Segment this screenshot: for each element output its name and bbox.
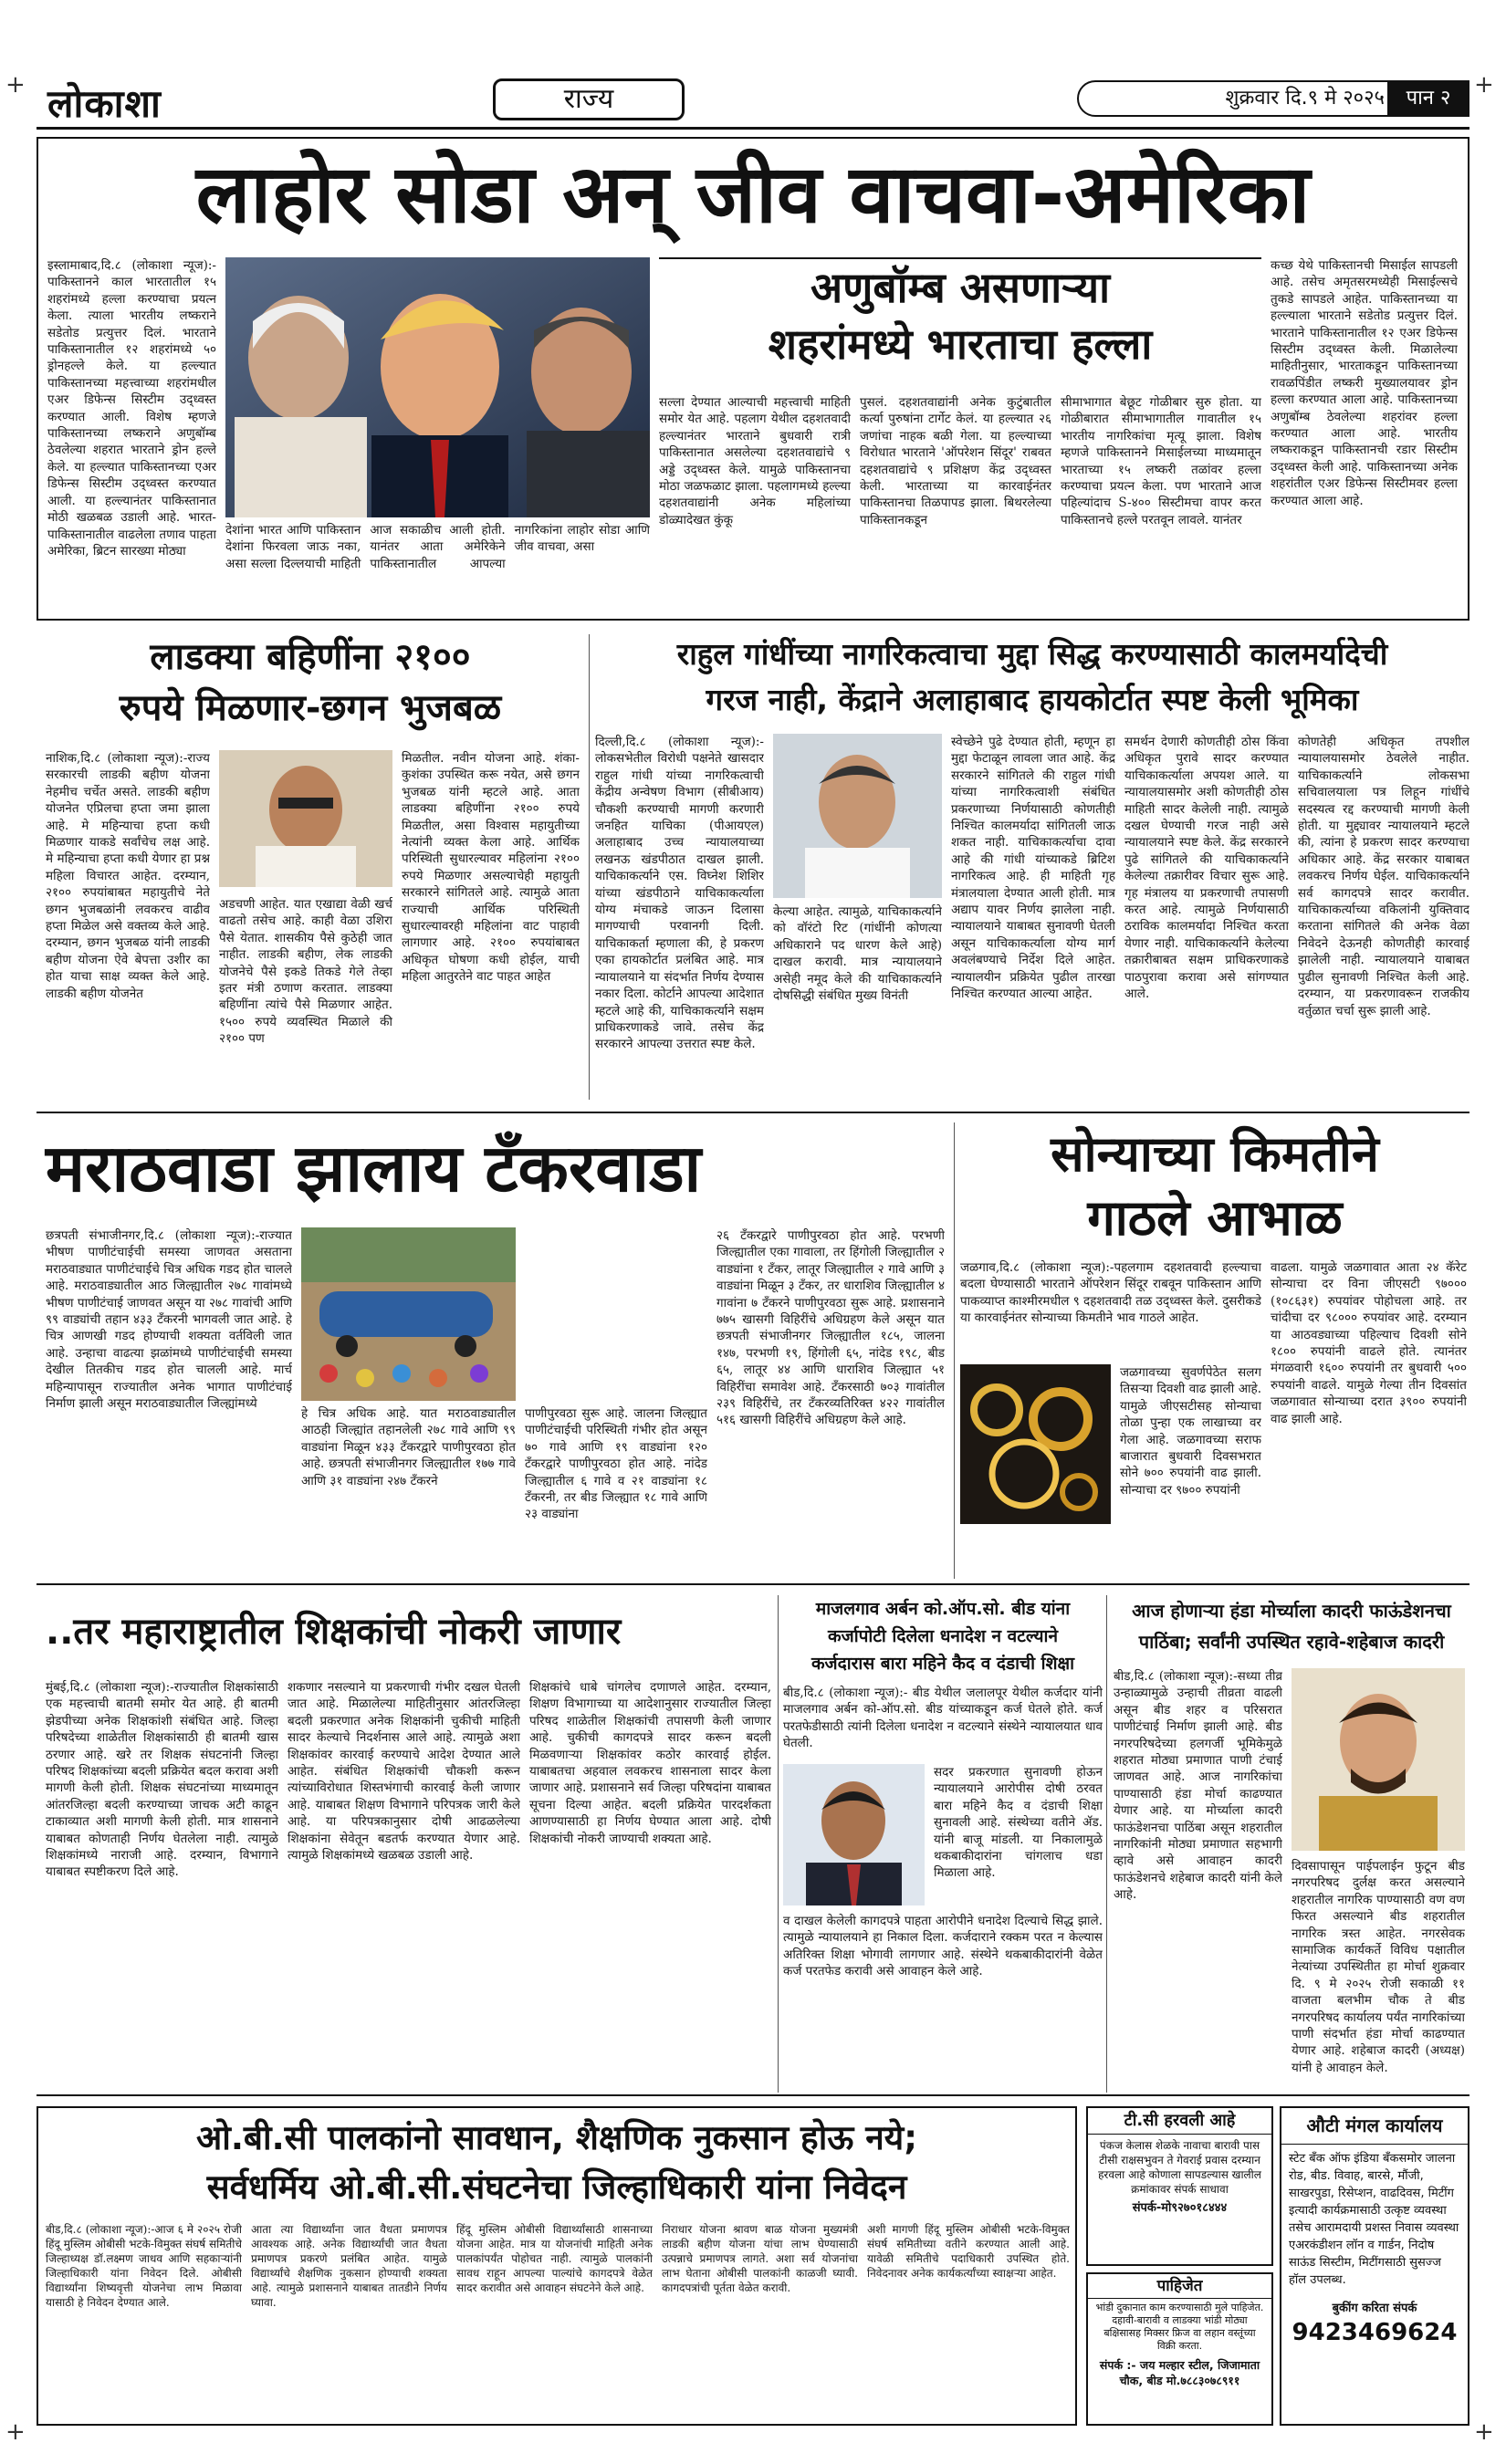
story-bank-col: सदर प्रकरणात सुनावणी होऊन न्यायालयाने आरोपीस दोषी ठरवत बारा महिने कैद व दंडाची शिक्षा सुनावली आहे. संस्थेच्या वतीने ॲड. यांनी बाजू मांडली. या निकालामुळे थकबाकीदारांना चांगलाच धडा मिळाला आहे. [934,1765,1103,1881]
registration-mark: + [1474,2418,1494,2446]
story-bank-headline-3: कर्जदारास बारा महिने कैद व दंडाची शिक्षा [811,1654,1075,1674]
divider [1106,1595,1107,2093]
ad-tc-lost [1086,2106,1273,2266]
rahul-gandhi-photo-svg [773,734,942,898]
leaders-photo [225,257,650,517]
story-obc-headline-1: ओ.बी.सी पालकांनो सावधान, शैक्षणिक नुकसान होऊ नये; [195,2118,918,2157]
story-teachers-headline: ..तर महाराष्ट्रातील शिक्षकांची नोकरी जाणार [46,1611,622,1653]
story-pakistan-subhead-block [659,257,1261,381]
story-marathwada-col: छत्रपती संभाजीनगर,दि.८ (लोकाशा न्यूज):-राज्यात भीषण पाणीटंचाईची समस्या जाणवत असताना मराठवाड्यात पाणीटंचाईचे चित्र अधिक गडद होत चालले आहे. मराठवाड्यातील आठ जिल्ह्यातील २७८ गावांमध्ये भीषण पाणीटंचाई जाणवत असून या २७८ गावांची आणि ९९ वाड्यांची तहान ४३३ टँकरनी भागवली जात आहे. हे चित्र आणखी गडद होण्याची शक्यता वर्तविली जात आहे. उन्हाचा वाढत्या झळांमध्ये पाणीटंचाईची समस्या देखील तितकीच गडद होत चालली आहे. मार्च महिन्यापासून राज्यातील अनेक भागात पाणीटंचाई निर्माण झाली असून मराठवाड्यातील जिल्ह्यांमध्ये [46,1228,292,1412]
ad-tc-body: पंकज केलास शेळके नावाचा बारावी पास टीसी राक्षसभुवन ते गेवराई प्रवास दरम्यान हरवला आहे कोणाला सापडल्यास खालील क्रमांकावर संपर्क साधावा [1098,2139,1261,2196]
story-rahul-headline-1: राहुल गांधींच्या नागरिकत्वाचा मुद्दा सिद्ध करण्यासाठी कालमर्यादेची [676,636,1388,672]
story-teachers [37,1595,776,2106]
story-ladki-headline-1: लाडक्या बहिणींना २१०० [150,636,471,678]
story-rahul-col: समर्थन देणारी कोणतीही ठोस किंवा अधिकृत पुरावे सादर करण्यात याचिकाकर्त्याला अपयश आले. या न्यायालयासमोर अशी कोणतीही ठोस माहिती सादर केलेली नाही. त्यामुळे दखल घेण्याची गरज नाही असे न्यायालयाने स्पष्ट केले. केंद्र सरकारने पुढे सांगितले की याचिकाकर्त्याने केलेल्या तक्रारीवर विचार सुरू आहे. गृह मंत्रालय या प्रकरणाची तपासणी करत आहे. त्यामुळे निर्णयासाठी ठराविक कालमर्यादा निश्चित करता येणार नाही. याचिकाकर्त्याने केलेल्या तक्रारीबाबत सक्षम प्राधिकरणाकडे पाठपुरावा करावा असे सांगण्यात आले. [1124,735,1289,1002]
story-pakistan-col: सीमाभागात बेछूट गोळीबार सुरु होता. या गोळीबारात सीमाभागातील गावातील १५ भारतीय नागरिकांचा मृत्यू झाला. विशेष म्हणजे पाकिस्तानने मिसाईलच्या माध्यमातून भारताच्या १५ लष्करी तळांवर हल्ला करण्याचा प्रयत्न केला. पण भारताने आज पहिल्यांदाच S-४०० सिस्टीमचा वापर करत पाकिस्तानचे हल्ले परतवून लावले. यानंतर [1061,395,1261,527]
lawyer-photo-svg [783,1764,925,1905]
story-gold-headline-2: गाठले आभाळ [1087,1189,1343,1247]
story-bank-headline-1: माजलगाव अर्बन को.ऑप.सो. बीड यांना [815,1599,1071,1619]
story-gold-price [960,1122,1469,1597]
shehbaz-qadri-photo [1292,1668,1465,1851]
story-pakistan-col: कच्छ येथे पाकिस्तानची मिसाईल सापडली आहे. तसेच अमृतसरमध्येही मिसाईल्सचे तुकडे सापडले आहेत. पाकिस्तानच्या या हल्ल्याला भारताने सडेतोड प्रत्युत्तर दिलं. भारताने पाकिस्तानातील १२ एअर डिफेन्स सिस्टीम उद्ध्वस्त केली. मिळालेल्या माहितीनुसार, भारताकडून पाकिस्तानच्या रावळपिंडीत लष्करी मुख्यालयावर ड्रोन हल्ला करण्यात आला आहे. पाकिस्तानच्या अणुबॉम्ब ठेवलेल्या शहरांवर हल्ला करण्यात आला आहे. भारतीय लष्कराकडून पाकिस्तानची रडार सिस्टीम उद्ध्वस्त केली आहे. पाकिस्तानच्या अनेक शहरांतील एअर डिफेन्स सिस्टीमवर हल्ला करण्यात आला आहे. [1271,258,1458,508]
newspaper-page [37,73,1469,2427]
leaders-photo-caption: देशांना भारत आणि पाकिस्तान देशांना फिरवला जाऊ नका, असा सल्ला दिल्लयाची माहिती आज सकाळीच आली होती. यानंतर आता अमेरिकेने पाकिस्तानातील आपल्या नागरिकांना लाहोर सोडा आणि जीव वाचवा, असा [225,523,650,571]
story-gold-col: जळगावच्या सुवर्णपेठेत सलग तिसऱ्या दिवशी वाढ झाली आहे. यामुळे जीएसटीसह सोन्याचा तोळा पुन्हा एक लाखाच्या वर गेला आहे. जळगावच्या सराफ बाजारात बुधवारी दिवसभरात सोने ७०० रुपयांनी वाढ झाली. सोन्याचा दर ९७०० रुपयांनी [1120,1365,1261,1498]
story-gold-headline-1: सोन्याच्या किमतीने [1051,1125,1379,1183]
story-pakistan-col: सल्ला देण्यात आल्याची महत्त्वाची माहिती समोर येत आहे. पहलाग येथील दहशतवादी हल्ल्यानंतर भारताने बुधवारी रात्री पाकिस्तानात असलेल्या दहशतवाद्यांचे ९ अड्डे उद्ध्वस्त केले. यामुळे पाकिस्तानचा मोठा जळफळाट झाला. पहलागमध्ये हल्ल्या दहशतवाद्यांनी अनेक महिलांच्या डोळ्यादेखत कुंकू [659,395,851,527]
divider [954,1122,955,1579]
ad-auti-phone: 9423469624 [1292,2319,1458,2346]
ad-auti-phone-label: बुकींग करिता संपर्क [1332,2302,1417,2315]
story-marathwada-headline: मराठवाडा झालाय टँकरवाडा [46,1130,702,1206]
story-bank-cheque [783,1595,1103,2106]
story-pakistan-box [37,137,1469,621]
tanker-photo-caption: हे चित्र अधिक आहे. यात मराठवाड्यातील आठही जिल्ह्यांत तहानलेली २७८ गावे आणि ९९ वाड्यांना मिळून ४३३ टँकरद्वारे पाणीपुरवठा होत आहे. छत्रपती संभाजीनगर जिल्ह्यातील १७७ गावे आणि ३१ वाड्यांना २४७ टँकरने [301,1406,516,1488]
registration-mark: + [5,2418,26,2446]
story-teachers-col: शिक्षकांचे धाबे चांगलेच दणाणले आहेत. दरम्यान, शिक्षण विभागाच्या या आदेशानुसार राज्यातील जिल्हा परिषद शाळेतील शिक्षकांची तपासणी केली जाणार आहे. चुकीची कागदपत्रे सादर करून बदली मिळवणाऱ्या शिक्षकांवर कठोर कारवाई होईल. याबाबतचा अहवाल लवकरच शासनाला सादर केला जाणार आहे. प्रशासनाने सर्व जिल्हा परिषदांना याबाबत सूचना दिल्या आहेत. बदली प्रक्रियेत पारदर्शकता आणण्यासाठी हा निर्णय घेण्यात आला आहे. दोषी शिक्षकांची नोकरी जाण्याची शक्यता आहे. [529,1680,771,1846]
ad-auti-title: औटी मंगल कार्यालय [1281,2108,1468,2145]
water-tanker-photo [301,1227,516,1401]
story-obc-col: बीड,दि.८ (लोकाशा न्यूज):-आज ६ मे २०२५ रोजी हिंदू मुस्लिम ओबीसी भटके-विमुक्त संघर्ष समितीचे जिल्हाध्यक्ष डॉ.लक्ष्मण जाधव आणि सहकाऱ्यांनी जिल्हाधिकारी यांना निवेदन दिले. ओबीसी विद्यार्थ्यांना शिष्यवृत्ती योजनेचा लाभ मिळावा यासाठी हे निवेदन देण्यात आले. [46,2223,242,2309]
story-obc-col: अशी मागणी हिंदू मुस्लिम ओबीसी भटके-विमुक्त संघर्ष समितीच्या वतीने करण्यात आली आहे. यावेळी समितीचे पदाधिकारी उपस्थित होते. निवेदनावर अनेक कार्यकर्त्यांच्या स्वाक्षऱ्या आहेत. [867,2223,1070,2280]
story-teachers-col: मुंबई,दि.८ (लोकाशा न्यूज):-राज्यातील शिक्षकांसाठी एक महत्त्वाची बातमी समोर येत आहे. ही बातमी झेडपीच्या अनेक शिक्षकांशी संबंधित आहे. जिल्हा परिषदेच्या शाळेतील शिक्षकांसाठी ही बातमी खास ठरणार आहे. खरे तर शिक्षक संघटनांनी जिल्हा परिषद शिक्षकांच्या बदली प्रक्रियेत बदल करावा अशी मागणी केली होती. शिक्षक संघटनांच्या माध्यमातून आंतरजिल्हा बदली करण्याच्या जाचक अटी काढून टाकाव्यात अशी मागणी केली होती. मात्र शासनाने याबाबत कोणताही निर्णय घेतलेला नाही. त्यामुळे शिक्षकांमध्ये नाराजी आहे. दरम्यान, विभागाने याबाबत स्पष्टीकरण दिले आहे. [46,1680,278,1880]
ad-wanted-body: भांडी दुकानात काम करण्यासाठी मुले पाहिजेत. दहावी-बारावी व लाडक्या भांडी मोठ्या बक्षिसासह मिक्सर फ्रिज वा लहान वस्तूंच्या विक्री करता. [1095,2302,1264,2352]
story-gold-col: जळगाव,दि.८ (लोकाशा न्यूज):-पहलगाम दहशतवादी हल्ल्याचा बदला घेण्यासाठी भारताने ऑपरेशन सिंदूर राबवून पाकिस्तान आणि पाकव्याप्त काश्मीरमधील ९ दहशतवादी तळ उद्ध्वस्त केले. दुसरीकडे या कारवाईनंतर सोन्याच्या किमतीने भाव गाठले आहेत. [960,1260,1261,1326]
story-pakistan-col: पुसलं. दहशतवाद्यांनी अनेक कुटुंबातील कर्त्या पुरुषांना टार्गेट केलं. या हल्ल्यात २६ जणांचा नाहक बळी गेला. या हल्ल्याच्या विरोधात भारताने 'ऑपरेशन सिंदूर' राबवत दहशतवाद्यांचे ९ प्रशिक्षण केंद्र उद्ध्वस्त केली. भारताच्या या कारवाईनंतर पाकिस्तानचा तिळपापड झाला. बिथरलेल्या पाकिस्तानकडून [860,395,1051,527]
page-number: पान २ [1387,80,1469,117]
story-ladki-col: मिळतील. नवीन योजना आहे. शंका-कुशंका उपस्थित करू नयेत, असे छगन भुजबळ यांनी म्हटले आहे. आता लाडक्या बहिणींना २१०० रुपये मिळतील, असा विश्वास महायुतीच्या नेत्यांनी व्यक्त केला आहे. आर्थिक परिस्थिती सुधारल्यावर महिलांना २१०० रुपये मिळणार असल्याचेही महायुती सरकारने सांगितले आहे. त्यामुळे आता राज्याची आर्थिक परिस्थिती सुधारल्यावरही महिलांना वाट पाहावी लागणार आहे. २१०० रुपयांबाबत अधिकृत घोषणा कधी होईल, याची महिला आतुरतेने वाट पाहत आहेत [402,751,580,985]
ad-auti-body: स्टेट बँक ऑफ इंडिया बँकसमोर जालना रोड, बीड. विवाह, बारसे, मौंजी, साखरपुडा, रिसेप्शन, वाढदिवस, मिटींग इत्यादी कार्यक्रमासाठी उत्कृष्ट व्यवस्था तसेच आरामदायी प्रशस्त निवास व्यवस्था एअरकंडीशन लॉन व गार्डन, निदोष साऊंड सिस्टीम, मिटींगसाठी सुसज्ज हॉल उपलब्ध. [1289,2152,1459,2287]
story-pakistan-headline: लाहोर सोडा अन् जीव वाचवा-अमेरिका [195,147,1311,241]
registration-mark: + [1474,71,1494,99]
story-obc-box [37,2106,1077,2426]
story-marathwada-col: २६ टँकरद्वारे पाणीपुरवठा होत आहे. परभणी जिल्ह्यातील एका गावाला, तर हिंगोली जिल्ह्यातील २ वाड्यांना १ टँकर, लातूर जिल्ह्यातील २ गावे आणि ३ वाड्यांना मिळून ३ टँकर, तर धाराशिव जिल्ह्यातील ४ गावांना ७ टँकरने पाणीपुरवठा सुरू आहे. प्रशासनाने ७७५ खासगी विहिरींचे अधिग्रहण केले असून यात छत्रपती संभाजीनगर जिल्ह्यातील १८५, जालना १४७, परभणी १९, हिंगोली ६५, नांदेड १९८, बीड ६५, लातूर ४४ आणि धाराशिव जिल्ह्यात ५१ विहिरींचा समावेश आहे. टँकरसाठी ७०३ गावांतील २३९ विहिरींचे, तर टँकरव्यतिरिक्त ४२२ गावांतील ५१६ खासगी विहिरींचे अधिग्रहण केले आहे. [716,1228,945,1428]
ad-wanted [1086,2272,1273,2426]
story-rahul-gandhi [595,632,1469,1106]
ad-wanted-contact: संपर्क :- जय मल्हार स्टील, जिजामाता चौक, बीड मो.७८८३०७८९११ [1099,2358,1260,2387]
ad-auti-hall [1280,2106,1469,2426]
story-gold-col: वाढला. यामुळे जळगावात आता २४ कॅरेट सोन्याचा दर विना जीएसटी ९७००० (१०८६३१) रुपयांवर पोहोचला आहे. तर चांदीचा दर ९८००० रुपयांवर आहे. दरम्यान या आठवड्याच्या पहिल्याच दिवशी सोने १८०० रुपयांनी वाढले होते. त्यानंतर मंगळवारी १६०० रुपयांनी तर बुधवारी ५०० रुपयांनी वाढले. यामुळे गेल्या तीन दिवसांत जळगावात सोन्याच्या दरात ३९०० रुपयांनी वाढ झाली आहे. [1271,1260,1467,1426]
story-handa-col: बीड,दि.८ (लोकाशा न्यूज):-सध्या तीव्र उन्हाळ्यामुळे उन्हाची तीव्रता वाढली असून बीड शहर व परिसरात पाणीटंचाई निर्माण झाली आहे. बीड नगरपरिषदेच्या हलगर्जी भूमिकेमुळे शहरात मोठ्या प्रमाणात पाणी टंचाई जाणवत आहे. आज नागरिकांचा पाण्यासाठी हंडा मोर्चा काढण्यात येणार आहे. या मोर्च्याला कादरी फाऊंडेशनचा पाठिंबा असून शहरातील नागरिकांनी मोठ्या प्रमाणात सहभागी व्हावे असे आवाहन कादरी फाऊंडेशनचे शहेबाज कादरी यांनी केले आहे. [1114,1669,1282,1903]
divider [589,634,590,1100]
story-bank-col: व दाखल केलेली कागदपत्रे पाहता आरोपीने धनादेश दिल्याचे सिद्ध झाले. त्यामुळे न्यायालयाने हा निकाल दिला. कर्जदाराने रक्कम परत न केल्यास अतिरिक्त शिक्षा भोगावी लागणार आहे. संस्थेने थकबाकीदारांनी वेळेत कर्ज परतफेड करावी असे आवाहन केले आहे. [783,1914,1103,1979]
story-handa-col: दिवसापासून पाईपलाईन फुटून बीड नगरपरिषद दुर्लक्ष करत असल्याने शहरातील नागरिक पाण्यासाठी वण वण फिरत असल्याने बीड शहरातील नागरिक त्रस्त आहेत. नगरसेवक सामाजिक कार्यकर्ते विविध पक्षातील नेत्यांच्या उपस्थितीत हा मोर्चा शुक्रवार दि. ९ मे २०२५ रोजी सकाळी ११ वाजता बलभीम चौक ते बीड नगरपरिषद कार्यालय पर्यंत नागरिकांच्या पाणी संदर्भात हंडा मोर्चा काढण्यात येणार आहे. शहेबाज कादरी (अध्यक्ष) यांनी हे आवाहन केले. [1292,1859,1465,2075]
story-rahul-col: दिल्ली,दि.८ (लोकाशा न्यूज):-लोकसभेतील विरोधी पक्षनेते खासदार राहुल गांधी यांच्या नागरिकत्वाची केंद्रीय अन्वेषण विभाग (सीबीआय) चौकशी करण्याची मागणी करणारी जनहित याचिका (पीआयएल) अलाहाबाद उच्च न्यायालयाच्या लखनऊ खंडपीठात दाखल झाली. याचिकाकर्त्याने एस. विघ्नेश शिशिर यांच्या खंडपीठाने याचिकाकर्त्याला योग्य मंचाकडे जाऊन दिलासा मागण्याची परवानगी दिली. याचिकाकर्ता म्हणाला की, हे प्रकरण एका हायकोर्टात प्रलंबित आहे. मात्र न्यायालयाने या संदर्भात निर्णय देण्यास नकार दिला. कोर्टाने आपल्या आदेशात म्हटले आहे की, याचिकाकर्त्याने सक्षम प्राधिकरणाकडे जावे. तसेच केंद्र सरकारने आपल्या उत्तरात स्पष्ट केले. [595,735,764,1052]
rahul-photo-caption: केल्या आहेत. त्यामुळे, याचिकाकर्त्याने को वॉरंटो रिट (गांधींनी कोणत्या अधिकाराने पद धारण केले आहे) दाखल करावी. मात्र न्यायालयाने असेही नमूद केले की याचिकाकर्त्याने दोषसिद्धी संबंधित मुख्य विनंती [773,904,942,1004]
divider [778,1595,779,2093]
section-label: राज्य [493,78,685,120]
divider [37,1112,1469,1113]
newspaper-logo: लोकाशा [47,81,162,126]
shehbaz-qadri-photo-svg [1292,1668,1465,1851]
story-rahul-col: स्वेच्छेने पुढे देण्यात होती, म्हणून हा मुद्दा फेटाळून लावला जात आहे. केंद्र सरकारने सांगितले की राहुल गांधी यांच्या नागरिकत्वाशी संबंधित प्रकरणाच्या निर्णयासाठी कोणतीही निश्चित कालमर्यादा सांगितली जाऊ शकत नाही. याचिकाकर्त्याचा दावा आहे की गांधी यांच्याकडे ब्रिटिश नागरिकत्व आहे. ही माहिती गृह मंत्रालयाला देण्यात आली होती. मात्र अद्याप यावर निर्णय झालेला नाही. न्यायालयाने याबाबत सुनावणी घेतली असून याचिकाकर्त्याला योग्य मार्ग अवलंबण्याचे निर्देश दिले आहेत. न्यायालयीन प्रक्रियेत पुढील तारखा निश्चित करण्यात आल्या आहेत. [951,735,1115,1002]
story-rahul-col: कोणतेही अधिकृत तपशील न्यायालयासमोर ठेवलेले नाहीत. याचिकाकर्त्याने लोकसभा सचिवालयाला पत्र लिहून गांधींचे सदस्यत्व रद्द करण्याची मागणी केली होती. या मुद्द्यावर न्यायालयाने म्हटले की, त्यांना हे प्रकरण सादर करण्याचा अधिकार आहे. केंद्र सरकार याबाबत लवकरच निर्णय घेईल. याचिकाकर्त्याने सर्व कागदपत्रे सादर करावीत. याचिकाकर्त्याच्या वकिलांनी युक्तिवाद करताना सांगितले की अनेक वेळा निवेदने देऊनही कोणतीही कारवाई झालेली नाही. न्यायालयाने याबाबत पुढील सुनावणी निश्चित केली आहे. दरम्यान, या प्रकरणावरून राजकीय वर्तुळात चर्चा सुरू झाली आहे. [1298,735,1469,1018]
story-ladki-col: अडचणी आहेत. यात एखाद्या वेळी खर्च वाढतो तसेच आहे. काही वेळा उशिरा पैसे येतात. शासकीय पैसे कुठेही जात नाहीत. लाडकी बहीण, लेक लाडकी योजनेचे पैसे इकडे तिकडे गेले तेव्हा इतर मंत्री ठणाण करतात. लाडक्या बहिणींना त्यांचे पैसे मिळणार आहेत. १५०० रुपये व्यवस्थित मिळाले की २१०० पण [219,897,392,1047]
story-ladki-headline-2: रुपये मिळणार-छगन भुजबळ [119,687,502,729]
divider [37,2094,1469,2096]
story-obc-col: आता त्या विद्यार्थ्यांना जात वैधता प्रमाणपत्र आवश्यक आहे. अनेक विद्यार्थ्यांची जात वैधता प्रमाणपत्र प्रकरणे प्रलंबित आहेत. यामुळे विद्यार्थ्यांचे शैक्षणिक नुकसान होण्याची शक्यता आहे. त्यामुळे प्रशासनाने याबाबत तातडीने निर्णय घ्यावा. [251,2223,447,2309]
story-handa-headline-2: पाठिंबा; सर्वांनी उपस्थित रहावे-शहेबाज कादरी [1138,1631,1445,1653]
issue-date: शुक्रवार दि.९ मे २०२५ [1077,80,1401,117]
story-handa-morcha [1114,1595,1469,2106]
story-bank-col: बीड,दि.८ (लोकाशा न्यूज):- बीड येथील जलालपूर येथील कर्जदार यांनी माजलगाव अर्बन को-ऑप.सो. बीड यांच्याकडून कर्ज घेतले होते. कर्ज परतफेडीसाठी त्यांनी दिलेला धनादेश न वटल्याने संस्थेने न्यायालयात धाव घेतली. [783,1686,1103,1751]
story-marathwada-col: पाणीपुरवठा सुरू आहे. जालना जिल्ह्यात पाणीटंचाईची परिस्थिती गंभीर होत असून ७० गावे आणि १९ वाड्यांना १२० टँकरद्वारे पाणीपुरवठा होत आहे. नांदेड जिल्ह्यातील ६ गावे व २१ वाड्यांना १८ टँकरनी, तर बीड जिल्ह्यात १८ गावे आणि २३ वाड्यांना [525,1406,707,1522]
ad-tc-title: टी.सी हरवली आहे [1088,2108,1271,2135]
story-obc-col: हिंदू मुस्लिम ओबीसी विद्यार्थ्यांसाठी शासनाच्या योजना आहेत. मात्र या योजनांची माहिती अनेक पालकांपर्यंत पोहोचत नाही. त्यामुळे पालकांनी सावध राहून आपल्या पाल्यांचे कागदपत्रे वेळेत सादर करावीत असे आवाहन संघटनेने केले आहे. [456,2223,653,2294]
story-marathwada [37,1122,949,1597]
story-ladki-col: नाशिक,दि.८ (लोकाशा न्यूज):-राज्य सरकारची लाडकी बहीण योजना नेहमीच चर्चेत असते. लाडकी बहीण योजनेत एप्रिलचा हप्ता जमा झाला आहे. मे महिन्याचा हप्ता कधी मिळणार याकडे सर्वांचेच लक्ष आहे. मे महिन्याचा हप्ता कधी येणार हा प्रश्न महिला विचारत आहेत. दरम्यान, २१०० रुपयांबाबत महायुतीचे नेते छगन भुजबळांनी लवकरच वाढीव हप्ता मिळेल असे वक्तव्य केले आहे. दरम्यान, छगन भुजबळ यांनी लाडकी बहीण योजना ऐवे बेपत्ता उशीर का होत याचा साक्ष व्यक्त केले आहे. लाडकी बहीण योजनेत [46,751,210,1001]
story-teachers-col: शकणार नसल्याने या प्रकरणाची गंभीर दखल घेतली जात आहे. मिळालेल्या माहितीनुसार आंतरजिल्हा बदली प्रकरणात अनेक शिक्षकांनी चुकीची माहिती सादर केल्याचे निदर्शनास आले आहे. त्यामुळे अशा शिक्षकांवर कारवाई करण्याचे आदेश देण्यात आले आहेत. संबंधित शिक्षकांची चौकशी करून त्यांच्याविरोधात शिस्तभंगाची कारवाई केली जाणार आहे. याबाबत शिक्षण विभागाने परिपत्रक जारी केले आहे. या परिपत्रकानुसार दोषी आढळलेल्या शिक्षकांना सेवेतून बडतर्फ करण्यात येणार आहे. त्यामुळे शिक्षकांमध्ये खळबळ उडाली आहे. [288,1680,520,1864]
masthead [37,73,1469,130]
bhujbal-photo [219,750,392,887]
ad-wanted-title: पाहिजेत [1088,2274,1271,2299]
story-obc-headline-2: सर्वधर्मिय ओ.बी.सी.संघटनेचा जिल्हाधिकारी यांना निवेदन [206,2167,907,2207]
water-tanker-photo-svg [301,1227,516,1401]
story-handa-headline-1: आज होणाऱ्या हंडा मोर्च्याला कादरी फाऊंडेशनचा [1132,1600,1451,1622]
story-rahul-headline-2: गरज नाही, केंद्राने अलाहाबाद हायकोर्टात स्पष्ट केली भूमिका [706,682,1359,717]
story-pakistan-subhead-2: शहरांमध्ये भारताचा हल्ला [768,319,1153,369]
story-pakistan-col: इस्लामाबाद,दि.८ (लोकाशा न्यूज):- पाकिस्तानने काल भारतातील १५ शहरांमध्ये हल्ला करण्याचा प्रयत्न केला. त्याला भारतीय लष्कराने सडेतोड प्रत्युत्तर दिलं. भारताने पाकिस्तानातील १२ शहरांमध्ये ५० ड्रोनहल्ले केले. या हल्ल्यात पाकिस्तानच्या महत्त्वाच्या शहरांमधील एअर डिफेन्स सिस्टीम उद्ध्वस्त करण्यात आली. विशेष म्हणजे पाकिस्तानच्या लष्कराने अणुबॉम्ब ठेवलेल्या शहरात भारताने ड्रोन हल्ले केले. या हल्ल्यात पाकिस्तानच्या एअर डिफेन्स सिस्टीम उद्ध्वस्त करण्यात आली. या हल्ल्यानंतर पाकिस्तानात मोठी खळबळ उडाली आहे. भारत-पाकिस्तानातील वाढलेला तणाव पाहता अमेरिका, ब्रिटन सारख्या मोठ्या [47,258,216,559]
leaders-photo-svg [225,257,650,517]
lawyer-photo [783,1764,925,1905]
bhujbal-photo-svg [219,750,392,887]
ad-tc-phone: संपर्क-मो९२७०१८४४४ [1132,2201,1228,2215]
divider [37,1583,1469,1585]
rahul-gandhi-photo [773,734,942,898]
story-obc-col: निराधार योजना श्रावण बाळ योजना मुख्यमंत्री लाडकी बहीण योजना यांचा लाभ घेण्यासाठी उत्पन्नाचे प्रमाणपत्र लागते. अशा सर्व योजनांचा लाभ घेताना ओबीसी पालकांनी काळजी घ्यावी. कागदपत्रांची पूर्तता वेळेत करावी. [662,2223,858,2294]
gold-jewellery-photo [960,1364,1111,1524]
story-bank-headline-2: कर्जापोटी दिलेला धनादेश न वटल्याने [828,1626,1058,1646]
story-pakistan-subhead-1: अणुबॉम्ब असणाऱ्या [810,263,1111,312]
registration-mark: + [5,71,26,99]
gold-jewellery-photo-svg [960,1364,1111,1524]
